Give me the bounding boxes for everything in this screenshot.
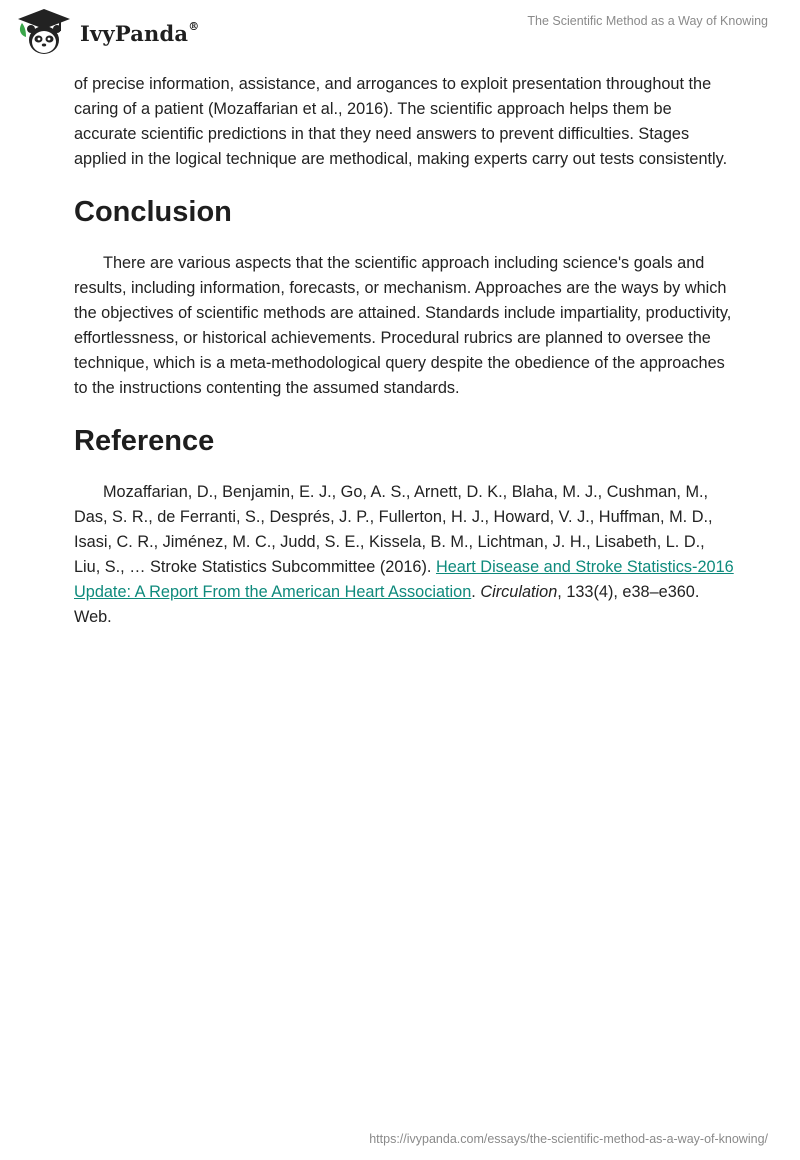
reference-title-link[interactable]: Heart Disease and Stroke Statistics-2016 Update: A Report From the American Heart Association: [74, 558, 734, 601]
reference-journal: Circulation: [480, 583, 558, 601]
conclusion-paragraph: There are various aspects that the scientific approach including science's goals and results, including information, forecasts, or mechanism. Approaches are the ways by which the objectives of scientific methods are attained. Standards include impartiality, productivity, effortlessness, or historical achievements. Procedural rubrics are planned to oversee the technique, which is a meta-methodological query despite the obedience of the approaches to the instructions contenting the assumed standards.: [74, 254, 732, 397]
reference-period: .: [471, 583, 476, 601]
footer-url[interactable]: https://ivypanda.com/essays/the-scientific-method-as-a-way-of-knowing/: [369, 1132, 768, 1146]
panda-logo-icon: [14, 7, 74, 57]
conclusion-heading: Conclusion: [74, 196, 232, 228]
page-header: [0, 0, 800, 64]
brand-name: IvyPanda®: [80, 19, 200, 46]
reference-entry: [74, 480, 734, 630]
reference-heading: Reference: [74, 425, 215, 457]
ivypanda-logo[interactable]: [14, 6, 199, 58]
reference-details: , 133(4), e38–e360. Web.: [74, 583, 700, 626]
reference-authors: Mozaffarian, D., Benjamin, E. J., Go, A. S., Arnett, D. K., Blaha, M. J., Cushman, M., Das, S. R., de Ferranti, S., Després, J. P., Fullerton, H. J., Howard, V. J., Huffman, M. D., Isasi, C. R., Jiménez, M. C., Judd, S. E., Kissela, B. M., Lichtman, J. H., Lisabeth, L. D., Liu, S., … Stroke Statistics Subcommittee (2016).: [74, 483, 713, 576]
intro-paragraph: of precise information, assistance, and arrogances to exploit presentation throughout the caring of a patient (Mozaffarian et al., 2016). The scientific approach helps them be accurate scientific predictions in that they need answers to prevent difficulties. Stages applied in the logical technique are methodical, making experts carry out tests consistently.: [74, 75, 728, 168]
running-title: The Scientific Method as a Way of Knowing: [527, 14, 768, 28]
essay-content: [74, 72, 734, 630]
